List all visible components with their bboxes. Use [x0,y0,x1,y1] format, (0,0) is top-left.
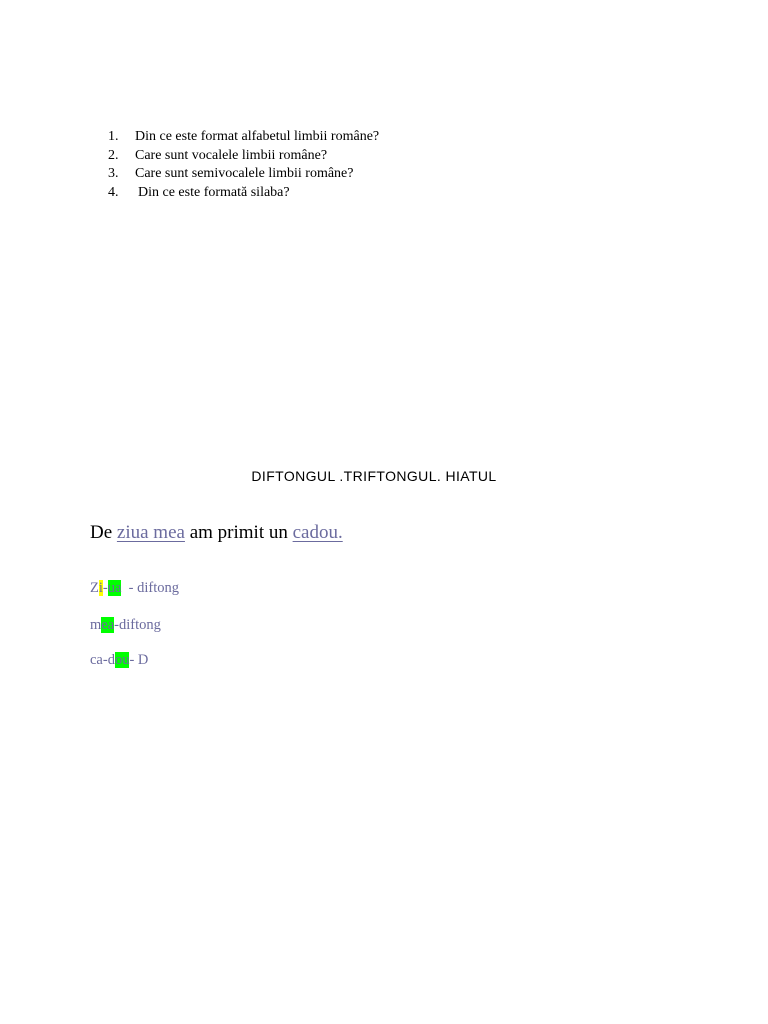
list-number: 2. [108,147,119,163]
highlighted-letters: ou [114,652,130,668]
highlighted-letters: ea [101,617,115,633]
example-text: - D [129,652,149,668]
list-number: 1. [108,129,119,144]
example-word-mea [90,617,161,634]
example-word-cadou [90,652,148,669]
example-word-ziua [90,580,179,597]
example-text: - [102,580,108,596]
question-text: Care sunt semivocalele limbii române? [135,166,354,181]
list-number: 4. [108,184,119,200]
list-item [108,165,379,184]
list-item [108,147,379,166]
question-list [108,128,379,202]
list-item [108,184,379,203]
example-text: - diftong [121,580,180,596]
question-text: Din ce este formată silaba? [138,184,290,200]
list-number: 3. [108,166,119,181]
section-title: DIFTONGUL .TRIFTONGUL. HIATUL [251,468,497,484]
example-text: ca-d [90,652,115,668]
question-text: Care sunt vocalele limbii române? [135,147,328,163]
example-text: Z [90,580,99,596]
ziua-mea-link[interactable]: ziua mea [116,522,185,543]
example-text: m [90,617,102,633]
sentence-text: De [90,522,117,543]
example-text: -diftong [114,617,161,633]
example-sentence [90,522,343,544]
cadou-link[interactable]: cadou. [292,522,343,543]
sentence-text: am primit un [184,522,293,543]
question-text: Din ce este format alfabetul limbii române? [135,129,380,144]
list-item [108,128,379,147]
highlighted-letters: ua [107,580,122,596]
highlighted-letters: i [98,580,103,596]
